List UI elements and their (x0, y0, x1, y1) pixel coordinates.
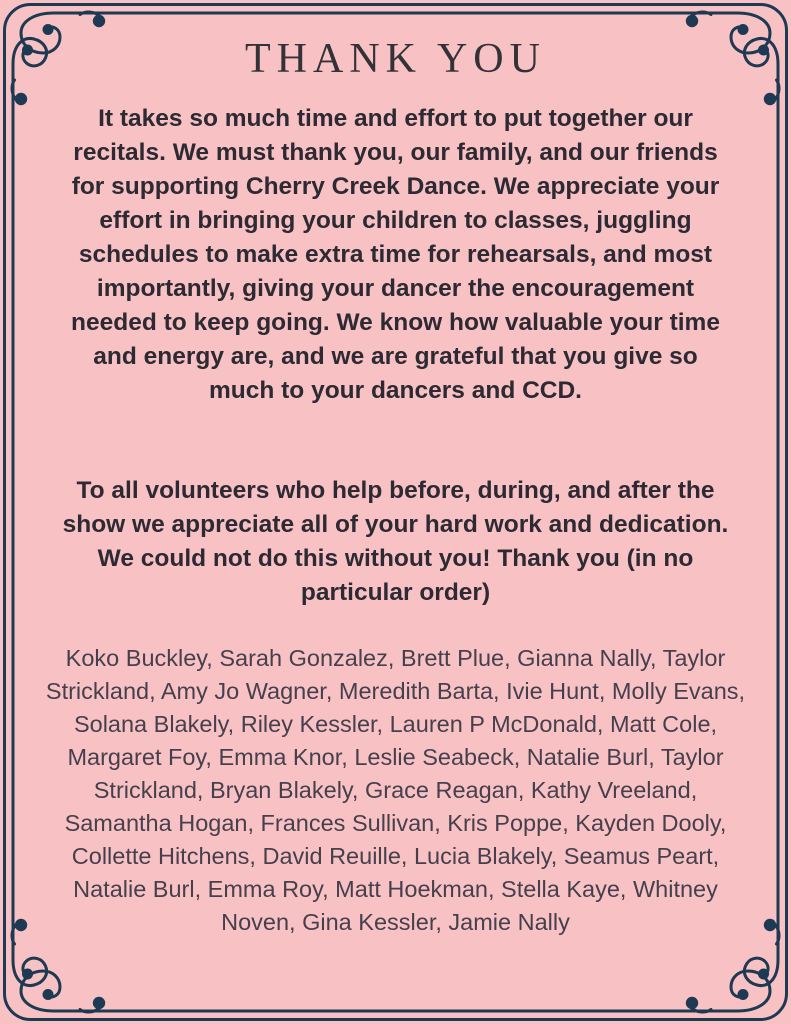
volunteers-paragraph: To all volunteers who help before, during, and after the show we appreciate all of your hard work and dedication. We could not do this without you! Thank you (in no particular order) (62, 477, 729, 606)
page-title: THANK YOU (245, 36, 546, 82)
volunteer-names-list: Koko Buckley, Sarah Gonzalez, Brett Plue, Gianna Nally, Taylor Strickland, Amy Jo Wagner, Meredith Barta, Ivie Hunt, Molly Evans, Solana Blakely, Riley Kessler, Lauren P McDonald, Matt Cole, Margaret Foy, Emma Knor, Leslie Seabeck, Natalie Burl, Taylor Strickland, Bryan Blakely, Grace Reagan, Kathy Vreeland, Samantha Hogan, Frances Sullivan, Kris Poppe, Kayden Dooly, Collette Hitchens, David Reuille, Lucia Blakely, Seamus Peart, Natalie Burl, Emma Roy, Matt Hoekman, Stella Kaye, Whitney Noven, Gina Kessler, Jamie Nally (45, 645, 746, 935)
intro-paragraph: It takes so much time and effort to put together our recitals. We must thank you, our family, and our friends for supporting Cherry Creek Dance. We appreciate your effort in bringing your children to classes, juggling schedules to make extra time for rehearsals, and most importantly, giving your dancer the encouragement needed to keep going. We know how valuable your time and energy are, and we are grateful that you give so much to your dancers and CCD. (71, 105, 720, 404)
